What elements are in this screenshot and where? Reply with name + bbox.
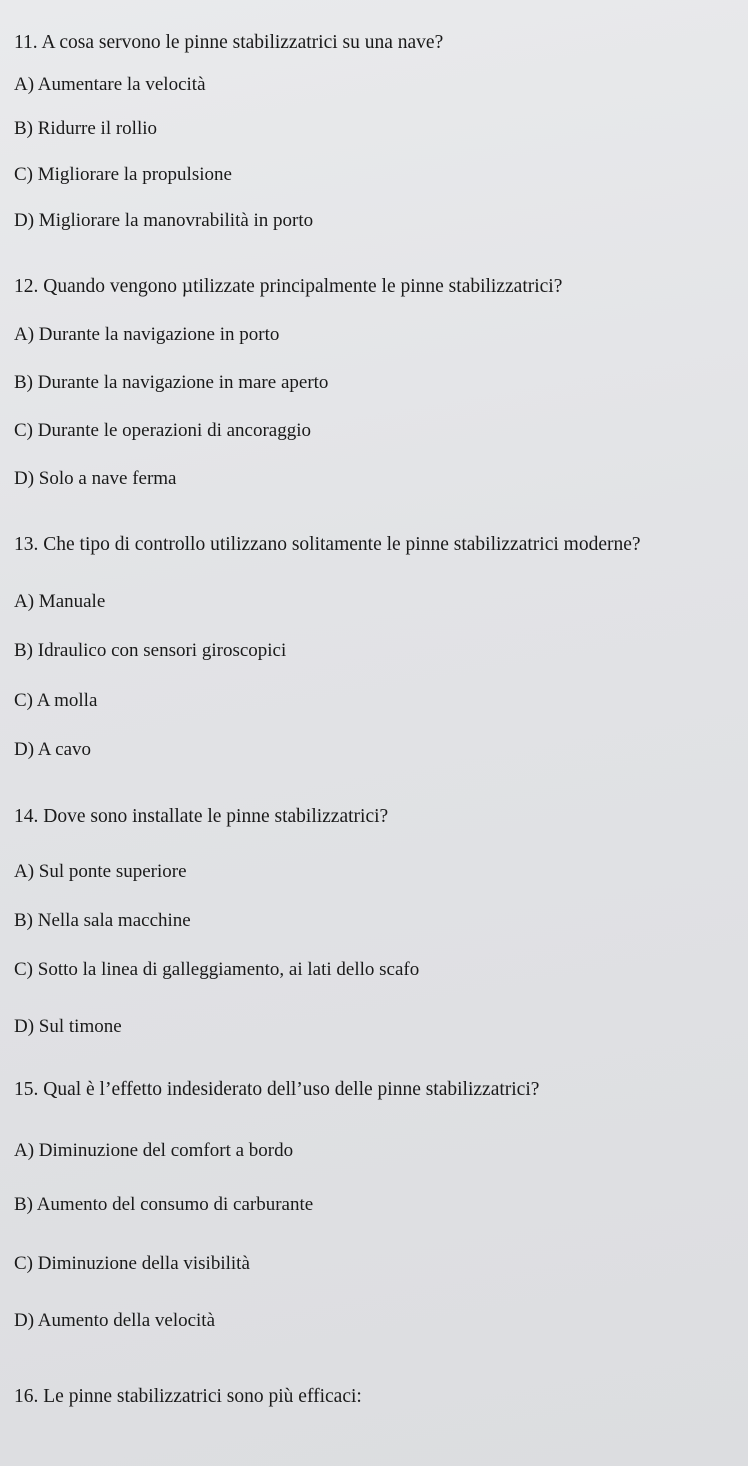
question-13: 13. Che tipo di controllo utilizzano solitamente le pinne stabilizzatrici moderne? <box>14 534 641 555</box>
question-13-option-c: C) A molla <box>14 690 98 711</box>
question-14: 14. Dove sono installate le pinne stabilizzatrici? <box>14 806 389 827</box>
question-14-option-c: C) Sotto la linea di galleggiamento, ai lati dello scafo <box>14 959 420 980</box>
question-15-option-b: B) Aumento del consumo di carburante <box>14 1194 314 1215</box>
question-11: 11. A cosa servono le pinne stabilizzatrici su una nave? <box>14 32 444 53</box>
question-13-option-d: D) A cavo <box>14 739 92 760</box>
question-14-option-a: A) Sul ponte superiore <box>14 861 187 882</box>
question-15: 15. Qual è l’effetto indesiderato dell’uso delle pinne stabilizzatrici? <box>14 1079 540 1100</box>
question-14-option-d: D) Sul timone <box>14 1016 122 1037</box>
question-11-option-a: A) Aumentare la velocità <box>14 74 206 95</box>
question-16: 16. Le pinne stabilizzatrici sono più efficaci: <box>14 1386 362 1407</box>
question-13-option-a: A) Manuale <box>14 591 106 612</box>
question-15-option-d: D) Aumento della velocità <box>14 1310 216 1331</box>
question-12-option-a: A) Durante la navigazione in porto <box>14 324 280 345</box>
question-11-option-d: D) Migliorare la manovrabilità in porto <box>14 210 314 231</box>
question-15-option-c: C) Diminuzione della visibilità <box>14 1253 250 1274</box>
question-13-option-b: B) Idraulico con sensori giroscopici <box>14 640 287 661</box>
question-11-option-b: B) Ridurre il rollio <box>14 118 158 139</box>
question-12-option-d: D) Solo a nave ferma <box>14 468 177 489</box>
question-15-option-a: A) Diminuzione del comfort a bordo <box>14 1140 294 1161</box>
question-12-option-b: B) Durante la navigazione in mare aperto <box>14 372 329 393</box>
question-14-option-b: B) Nella sala macchine <box>14 910 191 931</box>
question-12-option-c: C) Durante le operazioni di ancoraggio <box>14 420 312 441</box>
question-12: 12. Quando vengono µtilizzate principalmente le pinne stabilizzatrici? <box>14 276 563 297</box>
question-11-option-c: C) Migliorare la propulsione <box>14 164 232 185</box>
